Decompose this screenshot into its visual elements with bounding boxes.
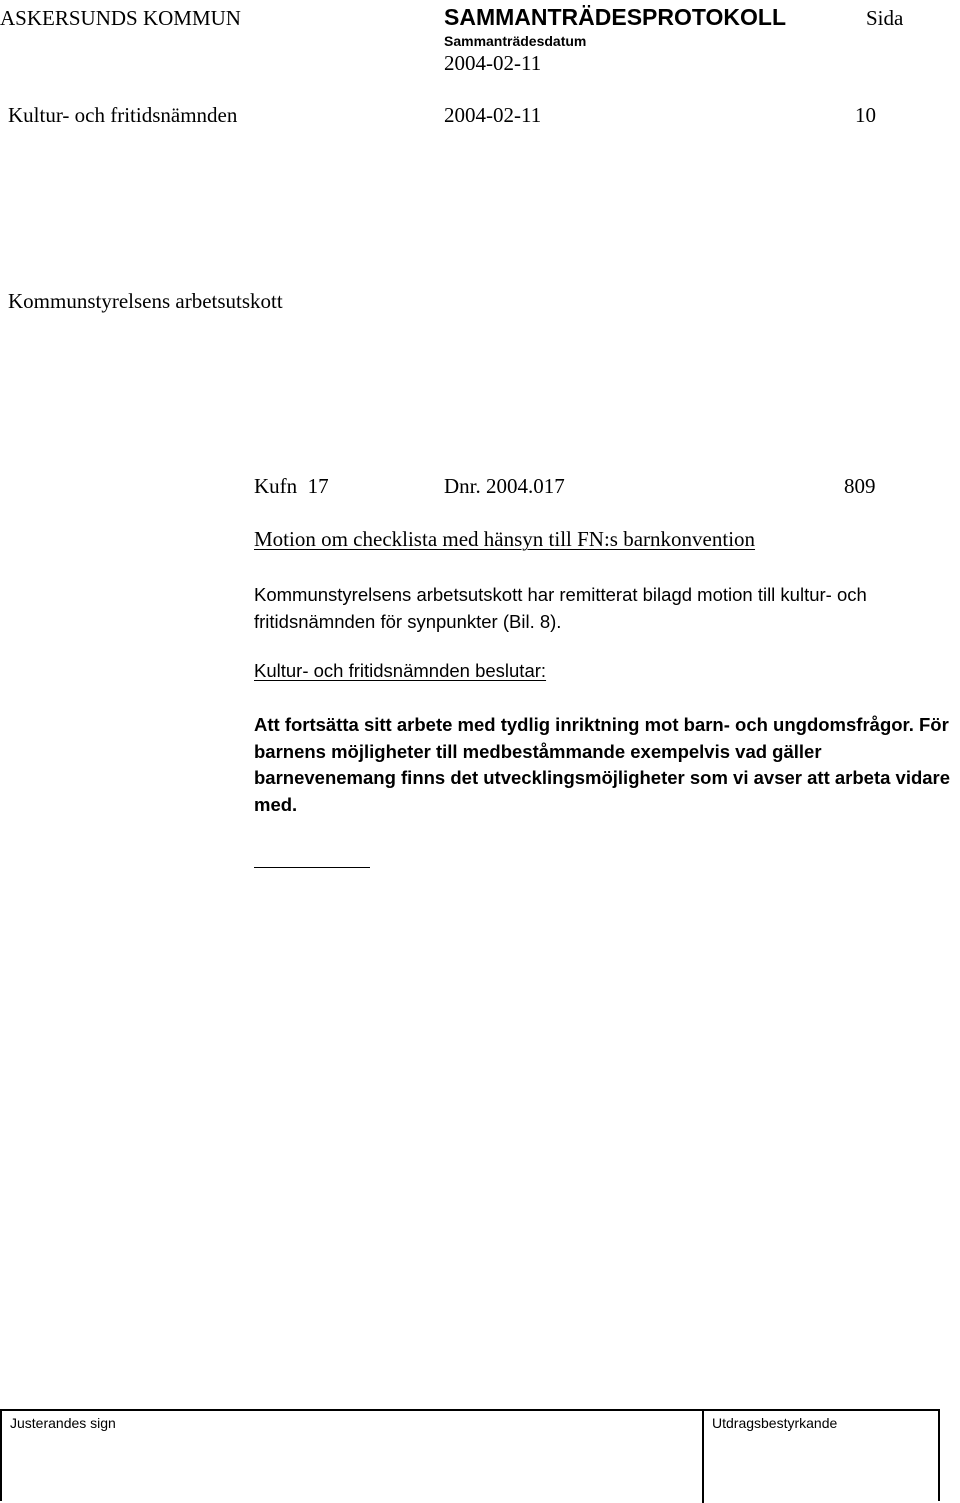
sender: Kommunstyrelsens arbetsutskott — [8, 289, 283, 313]
case-reference: Kufn 17 — [254, 474, 329, 498]
separator-rule — [254, 867, 370, 868]
case-title: Motion om checklista med hänsyn till FN:s barnkonvention — [254, 527, 756, 551]
case-body — [254, 582, 960, 635]
meeting-date-value: 2004-02-11 — [444, 51, 542, 75]
case-body-text: Kommunstyrelsens arbetsutskott har remitterat bilagd motion till kultur- och fritidsnämnden för synpunkter (Bil. 8). — [254, 584, 867, 632]
footer-divider — [702, 1411, 704, 1503]
decision-text — [254, 712, 960, 818]
document-type: SAMMANTRÄDESPROTOKOLL — [444, 4, 787, 30]
signature-footer — [0, 1409, 940, 1501]
committee-name: Kultur- och fritidsnämnden — [8, 103, 238, 127]
case-dnr: Dnr. 2004.017 — [444, 474, 565, 498]
meeting-date-label: Sammanträdesdatum — [444, 33, 587, 49]
decision-heading: Kultur- och fritidsnämnden beslutar: — [254, 660, 547, 681]
footer-right-label: Utdragsbestyrkande — [712, 1415, 838, 1431]
page-label: Sida — [866, 6, 904, 30]
page-number: 10 — [855, 103, 876, 127]
municipality-name: ASKERSUNDS KOMMUN — [0, 6, 241, 30]
decision-text-content: Att fortsätta sitt arbete med tydlig inriktning mot barn- och ungdomsfrågor. För barnens möjligheter till medbeståmmande exempelvis vad gäller barnevenemang finns det utvecklingsmöjligheter som vi avser att arbeta vidare med. — [254, 714, 951, 815]
meta-date: 2004-02-11 — [444, 103, 542, 127]
footer-left-label: Justerandes sign — [10, 1415, 116, 1431]
case-code: 809 — [844, 474, 876, 498]
